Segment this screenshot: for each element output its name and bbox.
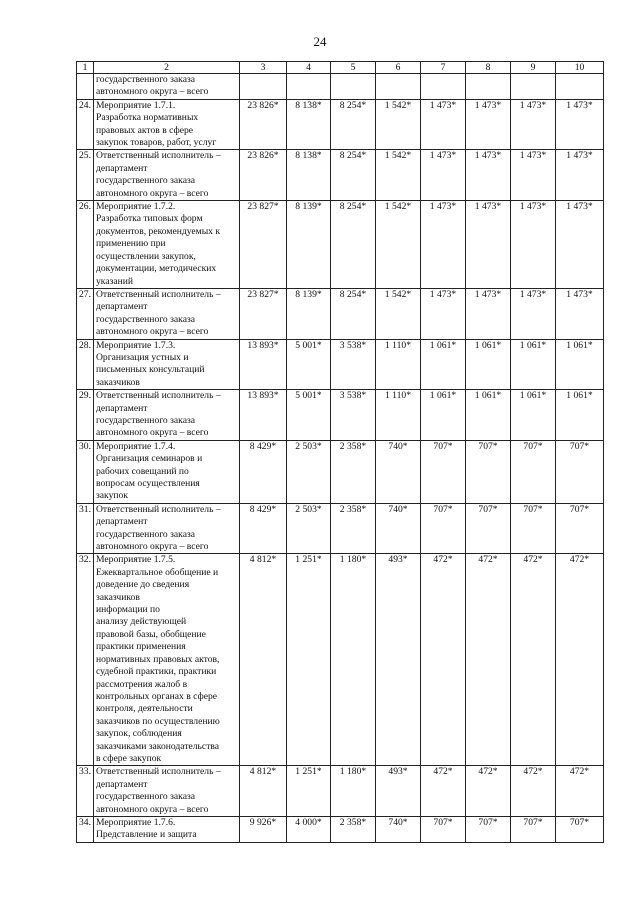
value-cell: 1 473* [421,150,466,201]
value-cell: 23 827* [240,288,287,339]
value-cell: 4 000* [287,816,331,842]
value-cell: 1 061* [511,339,556,390]
value-cell: 4 812* [240,766,287,817]
value-cell: 1 110* [376,390,421,441]
row-number: 32. [77,554,94,766]
row-number: 28. [77,339,94,390]
value-cell: 5 001* [287,390,331,441]
row-description: Мероприятие 1.7.4. Организация семинаров и рабочих совещаний по вопросам осуществления закупок [94,440,240,503]
row-number: 34. [77,816,94,842]
row-description: Мероприятие 1.7.6. Представление и защита [94,816,240,842]
value-cell: 707* [421,816,466,842]
value-cell: 23 827* [240,201,287,289]
value-cell: 707* [466,503,511,554]
row-description: Ответственный исполнитель – департамент государственного заказа автономного округа – всего [94,288,240,339]
value-cell: 707* [556,440,604,503]
header-cell: 1 [77,62,94,74]
value-cell: 472* [556,554,604,766]
header-cell: 4 [287,62,331,74]
table-row [77,440,604,503]
value-cell: 8 138* [287,99,331,150]
table-row [77,554,604,766]
row-description: Ответственный исполнитель – департамент государственного заказа автономного округа – всего [94,390,240,441]
value-cell [376,74,421,100]
row-description: Мероприятие 1.7.5. Ежеквартальное обобщение и доведение до сведения заказчиков информации по анализу действующей правовой базы, обобщение практики применения нормативных правовых актов, судебной практики, практики рассмотрения жалоб в контрольных органах в сфере контроля, деятельности заказчиков по осуществлению закупок, соблюдения заказчиками законодательства в сфере закупок [94,554,240,766]
value-cell: 2 503* [287,440,331,503]
header-row [77,62,604,74]
header-cell: 6 [376,62,421,74]
row-number: 30. [77,440,94,503]
value-cell [556,74,604,100]
value-cell [287,74,331,100]
value-cell: 23 826* [240,99,287,150]
value-cell: 1 473* [511,99,556,150]
value-cell: 8 429* [240,440,287,503]
value-cell: 8 139* [287,288,331,339]
value-cell: 8 429* [240,503,287,554]
value-cell: 472* [511,766,556,817]
value-cell: 1 542* [376,150,421,201]
value-cell: 1 473* [511,288,556,339]
row-number [77,74,94,100]
value-cell: 8 254* [331,150,376,201]
row-number: 24. [77,99,94,150]
page-number: 24 [313,34,327,49]
row-number: 26. [77,201,94,289]
row-number: 25. [77,150,94,201]
value-cell: 493* [376,766,421,817]
table-row [77,503,604,554]
value-cell [240,74,287,100]
value-cell: 707* [421,440,466,503]
row-number: 31. [77,503,94,554]
value-cell: 23 826* [240,150,287,201]
value-cell [421,74,466,100]
value-cell: 1 473* [556,99,604,150]
table-row [77,766,604,817]
header-cell: 7 [421,62,466,74]
value-cell: 707* [466,816,511,842]
value-cell: 1 473* [511,150,556,201]
value-cell: 2 358* [331,440,376,503]
value-cell: 1 473* [466,150,511,201]
table-row [77,99,604,150]
value-cell: 707* [511,816,556,842]
value-cell: 1 180* [331,766,376,817]
row-number: 27. [77,288,94,339]
header-cell: 9 [511,62,556,74]
value-cell: 472* [556,766,604,817]
row-description: государственного заказа автономного округа – всего [94,74,240,100]
value-cell: 1 473* [466,201,511,289]
value-cell [511,74,556,100]
row-description: Ответственный исполнитель – департамент государственного заказа автономного округа – всего [94,150,240,201]
value-cell: 1 251* [287,766,331,817]
value-cell: 1 473* [466,99,511,150]
header-cell: 10 [556,62,604,74]
value-cell: 13 893* [240,390,287,441]
value-cell: 493* [376,554,421,766]
table-row [77,150,604,201]
value-cell [466,74,511,100]
table-row [77,74,604,100]
value-cell: 2 503* [287,503,331,554]
value-cell: 1 180* [331,554,376,766]
value-cell: 472* [421,766,466,817]
value-cell: 1 061* [511,390,556,441]
table-row [77,339,604,390]
value-cell: 740* [376,816,421,842]
value-cell: 707* [421,503,466,554]
value-cell [331,74,376,100]
header-cell: 8 [466,62,511,74]
value-cell: 1 061* [556,390,604,441]
budget-table [76,61,604,843]
row-description: Ответственный исполнитель – департамент государственного заказа автономного округа – всего [94,503,240,554]
row-description: Мероприятие 1.7.1. Разработка нормативных правовых актов в сфере закупок товаров, работ, услуг [94,99,240,150]
value-cell: 1 542* [376,201,421,289]
value-cell: 707* [511,440,556,503]
value-cell: 8 138* [287,150,331,201]
header-cell: 2 [94,62,240,74]
value-cell: 2 358* [331,503,376,554]
value-cell: 1 473* [421,99,466,150]
table-row [77,390,604,441]
value-cell: 740* [376,440,421,503]
value-cell: 5 001* [287,339,331,390]
value-cell: 1 473* [421,201,466,289]
value-cell: 8 254* [331,99,376,150]
value-cell: 4 812* [240,554,287,766]
value-cell: 1 110* [376,339,421,390]
value-cell: 8 139* [287,201,331,289]
table-row [77,201,604,289]
table-row [77,288,604,339]
value-cell: 1 473* [556,150,604,201]
value-cell: 1 061* [556,339,604,390]
value-cell: 1 061* [466,339,511,390]
value-cell: 472* [466,766,511,817]
value-cell: 1 473* [556,201,604,289]
value-cell: 1 061* [421,339,466,390]
value-cell: 13 893* [240,339,287,390]
value-cell: 1 542* [376,288,421,339]
value-cell: 2 358* [331,816,376,842]
header-cell: 5 [331,62,376,74]
value-cell: 707* [556,816,604,842]
value-cell: 707* [466,440,511,503]
value-cell: 3 538* [331,339,376,390]
value-cell: 8 254* [331,201,376,289]
value-cell: 3 538* [331,390,376,441]
row-description: Ответственный исполнитель – департамент государственного заказа автономного округа – всего [94,766,240,817]
value-cell: 1 473* [466,288,511,339]
value-cell: 1 473* [511,201,556,289]
value-cell: 8 254* [331,288,376,339]
value-cell: 740* [376,503,421,554]
value-cell: 472* [511,554,556,766]
value-cell: 707* [556,503,604,554]
table-row [77,816,604,842]
value-cell: 1 473* [556,288,604,339]
row-number: 33. [77,766,94,817]
row-description: Мероприятие 1.7.2. Разработка типовых форм документов, рекомендуемых к применению при осуществлении закупок, документации, методических указаний [94,201,240,289]
value-cell: 472* [421,554,466,766]
value-cell: 707* [511,503,556,554]
value-cell: 9 926* [240,816,287,842]
value-cell: 1 473* [421,288,466,339]
row-number: 29. [77,390,94,441]
row-description: Мероприятие 1.7.3. Организация устных и письменных консультаций заказчиков [94,339,240,390]
value-cell: 1 251* [287,554,331,766]
value-cell: 1 061* [466,390,511,441]
value-cell: 1 542* [376,99,421,150]
value-cell: 1 061* [421,390,466,441]
value-cell: 472* [466,554,511,766]
header-cell: 3 [240,62,287,74]
